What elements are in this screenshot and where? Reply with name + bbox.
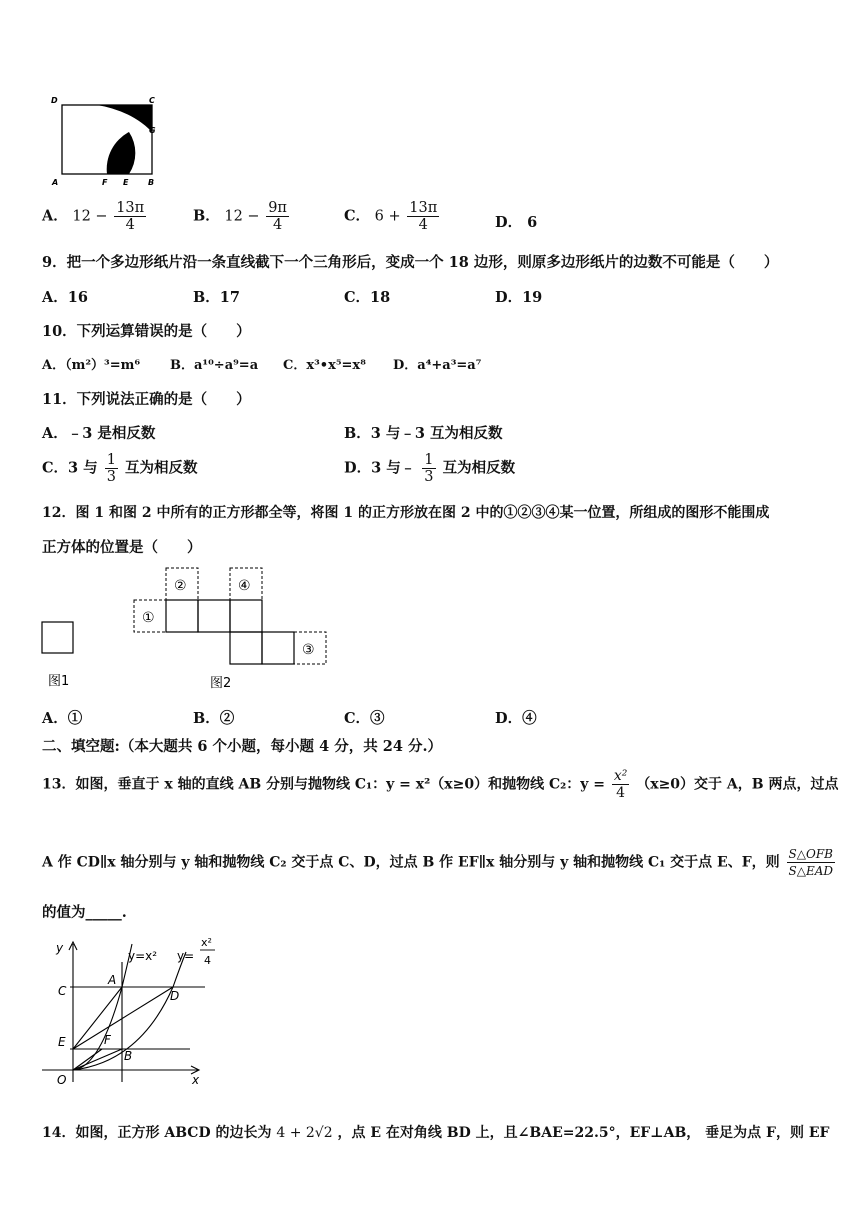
fig1-caption: 图1 [48, 674, 70, 689]
q13-line1-den: 4 [616, 785, 626, 801]
q10-option-d: D．a⁴+a³=a⁷ [393, 358, 482, 373]
graph-origin-label: O [57, 1073, 67, 1087]
fig2-mark-1: ① [142, 610, 155, 626]
graph-label-A: A [108, 973, 117, 987]
q8-option-c-num: 13π [409, 200, 438, 216]
q12-line1: 12．图 1 和图 2 中所有的正方形都全等，将图 1 的正方形放在图 2 中的①②③④某一位置，所组成的图形不能围成 [42, 505, 770, 521]
q8-figure [45, 92, 165, 190]
graph-curve2-num: x² [201, 936, 212, 949]
graph-label-E: E [58, 1035, 66, 1049]
q14-value: 4 + 2√2 [276, 1125, 333, 1141]
fig2-mark-3: ③ [302, 642, 315, 658]
q10-option-b: B．a¹⁰÷a⁹=a [170, 358, 259, 373]
fig1-square [42, 622, 73, 653]
q8-option-c-pre: 6 + [374, 208, 401, 225]
graph-curve2-label: y= [177, 949, 195, 963]
fig8-label-D: D [51, 96, 58, 105]
q8-option-d [495, 211, 537, 232]
fig8-label-E: E [123, 178, 129, 187]
fig2-mark-2: ② [174, 578, 187, 594]
q13-line3: 的值为_____. [42, 904, 127, 921]
q8-option-d-label: D． [495, 214, 523, 231]
graph-label-C: C [58, 984, 67, 998]
section-2-heading: 二、填空题:（本大题共 6 个小题，每小题 4 分，共 24 分.） [42, 738, 443, 755]
graph-curve2-den: 4 [204, 954, 211, 967]
q14-text [42, 1122, 829, 1142]
q9-option-a: A．16 [42, 289, 88, 306]
q12-figures [38, 565, 338, 695]
q13-line2 [42, 846, 837, 879]
q11-option-d-pre: D．3 与﹣ [344, 459, 416, 477]
q12-option-d: D．④ [495, 710, 537, 727]
q12-option-c: C．③ [344, 710, 385, 727]
q10-option-c: C．x³•x⁵=x⁸ [283, 358, 366, 373]
q11-option-c-pre: C．3 与 [42, 459, 98, 477]
q14-post: ，点 E 在对角线 BD 上，且∠BAE=22.5°，EF⊥AB， 垂足为点 F，则 EF [337, 1125, 830, 1141]
fig8-label-C: C [149, 96, 155, 105]
fig8-label-F: F [102, 178, 108, 187]
q12-option-a: A．① [42, 710, 83, 727]
q11-option-d [344, 452, 515, 485]
q9-text: 9．把一个多边形纸片沿一条直线截下一个三角形后，变成一个 18 边形，则原多边形纸片的边数不可能是（ ） [42, 254, 779, 271]
graph-curve1-label: y=x² [128, 949, 158, 963]
q8-option-b-pre: 12 − [224, 208, 260, 225]
q13-graph [40, 932, 220, 1094]
q11-option-c-num: 1 [106, 452, 116, 468]
graph-label-D: D [170, 989, 180, 1003]
q11-option-b: B．3 与﹣3 互为相反数 [344, 425, 503, 442]
graph-y-axis-label: y [56, 941, 64, 955]
q8-option-c-den: 4 [418, 217, 428, 233]
graph-label-F: F [104, 1033, 111, 1047]
q13-line1-pre: 13．如图，垂直于 x 轴的直线 AB 分别与抛物线 C₁：y = x²（x≥0）和抛物线 C₂：y = [42, 776, 605, 793]
q12-line2: 正方体的位置是（ ） [42, 539, 202, 556]
q11-option-d-den: 3 [424, 469, 434, 485]
fig2-caption: 图2 [210, 676, 232, 691]
q9-option-b: B．17 [193, 289, 240, 306]
q8-option-a-label: A． [42, 207, 68, 225]
q12-option-b: B．② [193, 710, 235, 727]
q8-option-d-value: 6 [527, 214, 538, 231]
q8-option-b-num: 9π [268, 200, 287, 216]
q8-option-a-num: 13π [116, 200, 145, 216]
q13-line1-num: x² [613, 768, 628, 784]
q11-option-c-post: 互为相反数 [125, 459, 198, 477]
q13-ratio-num: S△OFB [788, 847, 833, 861]
fig8-label-G: G [149, 126, 156, 135]
q9-option-d: D．19 [495, 289, 543, 306]
q8-option-c-label: C． [344, 207, 371, 225]
fig2-mark-4: ④ [238, 578, 251, 594]
graph-x-axis-label: x [192, 1073, 200, 1087]
q13-ratio-den: S△EAD [788, 864, 834, 878]
q11-option-d-num: 1 [424, 452, 434, 468]
q8-option-b [193, 200, 291, 233]
q11-option-a: A．﹣3 是相反数 [42, 425, 156, 442]
q8-option-c [344, 200, 441, 233]
fig8-label-B: B [148, 178, 155, 187]
q8-option-a-den: 4 [125, 217, 135, 233]
q10-option-a: A．（m²）³=m⁶ [42, 358, 141, 373]
q11-text: 11．下列说法正确的是（ ） [42, 391, 251, 408]
q9-option-c: C．18 [344, 289, 391, 306]
q8-option-a [42, 200, 148, 233]
q13-line1 [42, 768, 839, 801]
q14-pre: 14．如图，正方形 ABCD 的边长为 [42, 1125, 272, 1141]
q11-option-c [42, 452, 198, 485]
q13-line2-text: A 作 CD∥x 轴分别与 y 轴和抛物线 C₂ 交于点 C、D，过点 B 作 EF∥x 轴分别与 y 轴和抛物线 C₁ 交于点 E、F，则 [42, 854, 780, 871]
q11-option-c-den: 3 [106, 469, 116, 485]
q10-text: 10．下列运算错误的是（ ） [42, 323, 251, 340]
graph-label-B: B [124, 1049, 133, 1063]
q8-option-b-den: 4 [272, 217, 283, 233]
q11-option-d-post: 互为相反数 [442, 459, 516, 477]
fig8-label-A: A [52, 178, 59, 187]
q8-option-a-pre: 12 − [72, 208, 108, 225]
q13-line1-post: （x≥0）交于 A，B 两点，过点 [636, 776, 839, 793]
q8-option-b-label: B． [193, 207, 220, 225]
